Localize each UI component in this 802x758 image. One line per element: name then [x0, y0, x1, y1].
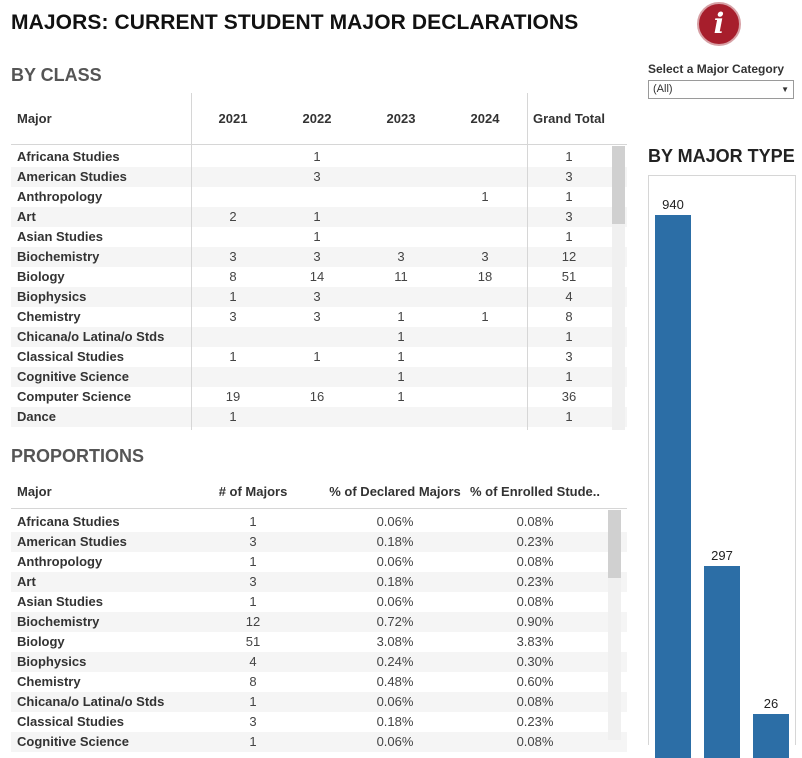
table-row[interactable] — [11, 167, 627, 187]
chevron-down-icon[interactable]: ▼ — [781, 85, 789, 94]
row-value: 0.48% — [376, 674, 414, 689]
row-major-name: Classical Studies — [17, 714, 124, 729]
row-value: 1 — [249, 694, 257, 709]
row-value: 1 — [313, 209, 321, 224]
table-row[interactable] — [11, 732, 627, 752]
row-value: 16 — [309, 389, 325, 404]
row-major-name: American Studies — [17, 534, 127, 549]
row-value: 1 — [565, 149, 573, 164]
row-major-name: Cognitive Science — [17, 734, 129, 749]
row-value: 3 — [229, 249, 237, 264]
chart-bar[interactable] — [753, 714, 789, 758]
table-row[interactable] — [11, 512, 627, 532]
chart-bar-label: 26 — [763, 695, 779, 711]
table-row[interactable] — [11, 307, 627, 327]
row-value: 0.18% — [376, 714, 414, 729]
proportions-scrollbar[interactable] — [608, 510, 621, 740]
by-class-table — [11, 93, 627, 430]
row-value: 14 — [309, 269, 325, 284]
chart-bar-label: 940 — [662, 197, 684, 213]
row-value: 0.06% — [376, 694, 414, 709]
major-category-value: (All) — [653, 83, 673, 95]
row-major-name: Chemistry — [17, 309, 81, 324]
row-value: 3 — [249, 534, 257, 549]
row-value: 0.06% — [376, 734, 414, 749]
row-value: 0.08% — [516, 734, 554, 749]
proportions-scroll-thumb[interactable] — [608, 510, 621, 578]
chart-bar[interactable] — [704, 566, 740, 758]
row-value — [359, 167, 443, 187]
row-value: 3 — [565, 349, 573, 364]
row-value: 1 — [481, 309, 489, 324]
by-class-scrollbar[interactable] — [612, 146, 625, 430]
row-major-name: Computer Science — [17, 389, 132, 404]
by-class-header — [11, 93, 627, 145]
row-value: 1 — [313, 229, 321, 244]
row-value: 4 — [249, 654, 257, 669]
row-value: 0.06% — [376, 554, 414, 569]
row-value: 3.08% — [376, 634, 414, 649]
row-major-name: Biophysics — [17, 289, 87, 304]
row-value: 1 — [229, 409, 237, 424]
row-value: 1 — [397, 329, 405, 344]
table-row[interactable] — [11, 187, 627, 207]
table-row[interactable] — [11, 652, 627, 672]
row-value: 0.90% — [516, 614, 554, 629]
row-value — [443, 167, 527, 187]
row-value — [275, 327, 359, 347]
row-major-name: Dance — [17, 409, 57, 424]
row-major-name: Cognitive Science — [17, 369, 129, 384]
row-value: 0.06% — [376, 594, 414, 609]
row-value: 8 — [565, 309, 573, 324]
row-value: 2 — [229, 209, 237, 224]
table-row[interactable] — [11, 327, 627, 347]
row-value: 1 — [397, 309, 405, 324]
row-value — [359, 207, 443, 227]
row-value — [191, 187, 275, 207]
row-value: 1 — [565, 409, 573, 424]
row-value: 8 — [249, 674, 257, 689]
row-value: 0.18% — [376, 534, 414, 549]
table-row[interactable] — [11, 227, 627, 247]
row-value: 3 — [313, 289, 321, 304]
row-value — [359, 147, 443, 167]
row-value: 3 — [481, 249, 489, 264]
row-value — [191, 167, 275, 187]
row-value: 0.18% — [376, 574, 414, 589]
row-value: 3 — [313, 309, 321, 324]
row-value: 8 — [229, 269, 237, 284]
row-value: 3 — [249, 574, 257, 589]
table-row[interactable] — [11, 612, 627, 632]
header-num-majors[interactable]: # of Majors — [218, 484, 288, 499]
row-major-name: Art — [17, 574, 36, 589]
chart-bar[interactable] — [655, 215, 691, 758]
row-value: 1 — [481, 189, 489, 204]
chart-bar-label: 297 — [711, 547, 733, 563]
filter-label: Select a Major Category — [648, 62, 785, 76]
row-major-name: American Studies — [17, 169, 127, 184]
row-value: 0.08% — [516, 514, 554, 529]
row-value: 1 — [397, 349, 405, 364]
info-icon[interactable]: i — [697, 2, 741, 46]
row-value: 1 — [229, 349, 237, 364]
header-major[interactable]: Major — [17, 484, 52, 499]
row-value — [359, 187, 443, 207]
row-value: 1 — [565, 329, 573, 344]
header-2021[interactable]: 2021 — [218, 111, 248, 126]
row-value: 1 — [249, 554, 257, 569]
proportions-header — [11, 477, 627, 509]
row-value: 4 — [565, 289, 573, 304]
chart-title: BY MAJOR TYPE — [648, 146, 795, 166]
row-major-name: Chicana/o Latina/o Stds — [17, 329, 165, 344]
row-value: 1 — [565, 369, 573, 384]
page-title: MAJORS: CURRENT STUDENT MAJOR DECLARATIONS — [11, 11, 579, 34]
table-row[interactable] — [11, 532, 627, 552]
row-value — [275, 187, 359, 207]
row-value — [443, 207, 527, 227]
row-value: 12 — [245, 614, 261, 629]
header-pct-declared[interactable]: % of Declared Majors — [329, 484, 461, 499]
by-class-title: BY CLASS — [11, 65, 102, 85]
row-value — [275, 407, 359, 427]
row-value: 1 — [397, 369, 405, 384]
table-row[interactable] — [11, 672, 627, 692]
table-row[interactable] — [11, 387, 627, 407]
row-value — [275, 367, 359, 387]
row-value: 3 — [565, 209, 573, 224]
table-row[interactable] — [11, 692, 627, 712]
row-value: 0.08% — [516, 694, 554, 709]
table-row[interactable] — [11, 247, 627, 267]
row-major-name: Asian Studies — [17, 594, 103, 609]
row-value: 1 — [397, 389, 405, 404]
by-class-body — [11, 145, 627, 427]
row-value: 0.06% — [376, 514, 414, 529]
row-value — [191, 147, 275, 167]
row-major-name: Anthropology — [17, 554, 103, 569]
row-value: 0.08% — [516, 554, 554, 569]
row-value: 3.83% — [516, 634, 554, 649]
row-value: 1 — [249, 594, 257, 609]
row-value: 3 — [313, 249, 321, 264]
row-value: 1 — [229, 289, 237, 304]
row-value: 1 — [565, 229, 573, 244]
row-major-name: Classical Studies — [17, 349, 124, 364]
row-value: 19 — [225, 389, 241, 404]
row-value: 11 — [394, 269, 408, 284]
row-major-name: Art — [17, 209, 36, 224]
header-2023[interactable]: 2023 — [386, 111, 416, 126]
row-value — [443, 387, 527, 407]
table-row[interactable] — [11, 572, 627, 592]
row-value: 1 — [313, 349, 321, 364]
row-value: 0.08% — [516, 594, 554, 609]
table-row[interactable] — [11, 712, 627, 732]
row-value — [359, 287, 443, 307]
row-major-name: Biochemistry — [17, 614, 100, 629]
row-major-name: Asian Studies — [17, 229, 103, 244]
table-row[interactable] — [11, 367, 627, 387]
proportions-table — [11, 477, 627, 749]
table-row[interactable] — [11, 632, 627, 652]
row-value: 0.60% — [516, 674, 554, 689]
row-value — [359, 227, 443, 247]
row-major-name: Africana Studies — [17, 149, 120, 164]
by-class-scroll-thumb[interactable] — [612, 146, 625, 224]
header-grand-total[interactable]: Grand Total — [533, 111, 605, 126]
header-pct-enrolled[interactable]: % of Enrolled Stude.. — [469, 484, 600, 499]
row-major-name: Biology — [17, 634, 65, 649]
major-category-select[interactable] — [648, 80, 794, 99]
row-value — [191, 367, 275, 387]
row-major-name: Biochemistry — [17, 249, 100, 264]
row-value — [191, 227, 275, 247]
table-row[interactable] — [11, 207, 627, 227]
row-value — [359, 407, 443, 427]
table-row[interactable] — [11, 552, 627, 572]
row-value: 3 — [397, 249, 405, 264]
row-value: 36 — [561, 389, 577, 404]
row-value: 51 — [561, 269, 577, 284]
row-value — [443, 287, 527, 307]
row-value — [191, 327, 275, 347]
row-value: 1 — [565, 189, 573, 204]
row-value: 1 — [249, 514, 257, 529]
row-value: 3 — [565, 169, 573, 184]
row-value: 1 — [249, 734, 257, 749]
row-value — [443, 147, 527, 167]
row-major-name: Biology — [17, 269, 65, 284]
row-value — [443, 327, 527, 347]
major-type-chart — [648, 175, 796, 745]
row-value: 0.23% — [516, 714, 554, 729]
row-value: 3 — [313, 169, 321, 184]
row-value: 0.24% — [376, 654, 414, 669]
table-row[interactable] — [11, 287, 627, 307]
row-value: 18 — [477, 269, 493, 284]
table-row[interactable] — [11, 267, 627, 287]
row-value: 3 — [249, 714, 257, 729]
row-value: 0.30% — [516, 654, 554, 669]
row-major-name: Anthropology — [17, 189, 103, 204]
header-2022[interactable]: 2022 — [302, 111, 332, 126]
row-value — [443, 347, 527, 367]
row-value: 51 — [245, 634, 261, 649]
row-major-name: Chemistry — [17, 674, 81, 689]
header-major[interactable]: Major — [17, 111, 52, 126]
row-value: 0.23% — [516, 574, 554, 589]
row-major-name: Chicana/o Latina/o Stds — [17, 694, 165, 709]
header-2024[interactable]: 2024 — [470, 111, 500, 126]
proportions-body — [11, 509, 627, 752]
row-value — [443, 407, 527, 427]
row-value: 3 — [229, 309, 237, 324]
row-value: 1 — [313, 149, 321, 164]
row-major-name: Biophysics — [17, 654, 87, 669]
table-row[interactable] — [11, 347, 627, 367]
table-row[interactable] — [11, 407, 627, 427]
row-value — [443, 367, 527, 387]
row-value: 0.72% — [376, 614, 414, 629]
row-value: 0.23% — [516, 534, 554, 549]
row-value: 12 — [561, 249, 577, 264]
row-major-name: Africana Studies — [17, 514, 120, 529]
proportions-title: PROPORTIONS — [11, 446, 145, 466]
table-row[interactable] — [11, 147, 627, 167]
row-value — [443, 227, 527, 247]
table-row[interactable] — [11, 592, 627, 612]
